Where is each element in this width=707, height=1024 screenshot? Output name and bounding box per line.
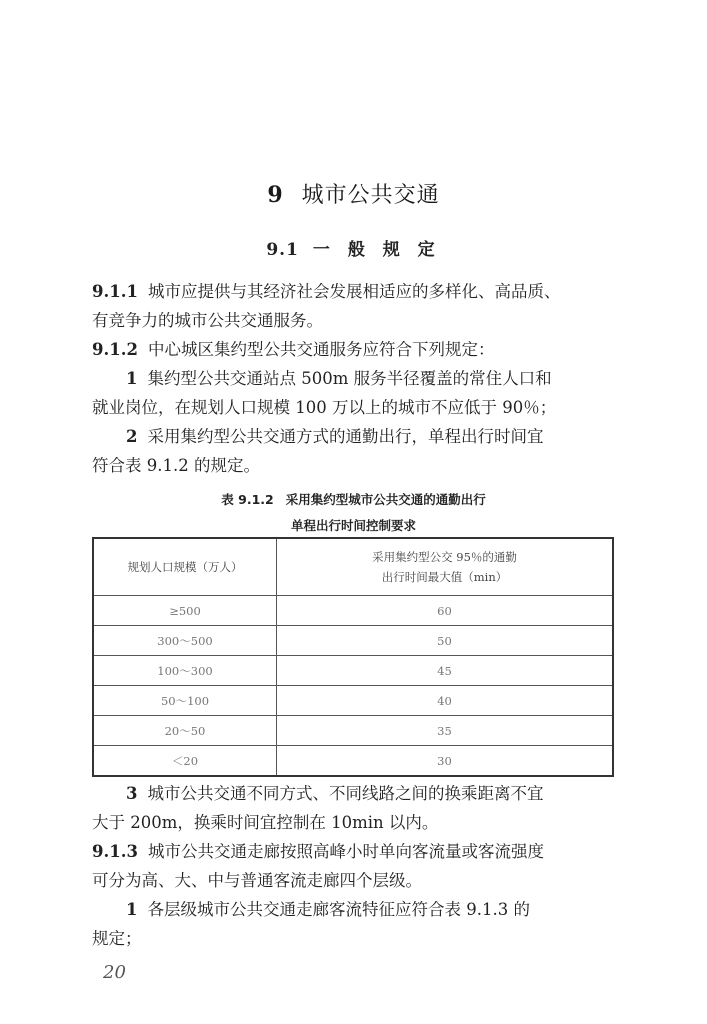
chapter-title xyxy=(0,178,707,209)
clause-912-item3-line2: 大于 200m，换乘时间宜控制在 10min 以内。 xyxy=(92,813,439,832)
table-row xyxy=(93,656,613,686)
commute-time-table xyxy=(92,537,614,777)
clause-912-item2-line1: 2 采用集约型公共交通方式的通勤出行，单程出行时间宜 xyxy=(126,427,544,446)
cell-population-size: ＜20 xyxy=(93,746,277,777)
table-number: 表 9.1.2 xyxy=(221,492,274,507)
table-row xyxy=(93,686,613,716)
body-text-upper xyxy=(92,277,614,480)
clause-913-line1: 9.1.3 城市公共交通走廊按照高峰小时单向客流量或客流强度 xyxy=(92,842,544,861)
clause-912: 9.1.2 中心城区集约型公共交通服务应符合下列规定： xyxy=(92,340,495,359)
cell-max-time: 60 xyxy=(277,596,614,626)
item-number: 1 xyxy=(126,900,138,919)
cell-population-size: 100～300 xyxy=(93,656,277,686)
header-max-commute-time: 采用集约型公交 95％的通勤 出行时间最大值（min） xyxy=(277,538,614,596)
body-text-lower xyxy=(92,779,614,953)
table-header-row xyxy=(93,538,613,596)
cell-population-size: 50～100 xyxy=(93,686,277,716)
page-number: 20 xyxy=(103,962,126,983)
section-number: 9.1 xyxy=(266,240,299,260)
clause-913-item1-line2: 规定； xyxy=(92,929,142,948)
header-population-size: 规划人口规模（万人） xyxy=(93,538,277,596)
table-caption-line2: 单程出行时间控制要求 xyxy=(290,518,416,533)
item-number: 2 xyxy=(126,427,138,446)
clause-number: 9.1.2 xyxy=(92,340,138,359)
table-row xyxy=(93,626,613,656)
chapter-number: 9 xyxy=(267,182,284,208)
clause-number: 9.1.1 xyxy=(92,282,138,301)
clause-number: 9.1.3 xyxy=(92,842,138,861)
table-row xyxy=(93,746,613,777)
item-number: 1 xyxy=(126,369,138,388)
cell-population-size: 20～50 xyxy=(93,716,277,746)
clause-913-item1-line1: 1 各层级城市公共交通走廊客流特征应符合表 9.1.3 的 xyxy=(126,900,530,919)
table-caption xyxy=(0,487,707,539)
item-number: 3 xyxy=(126,784,138,803)
cell-max-time: 40 xyxy=(277,686,614,716)
section-title xyxy=(0,235,707,260)
clause-912-item1-line1: 1 集约型公共交通站点 500m 服务半径覆盖的常住人口和 xyxy=(126,369,552,388)
clause-912-item3-line1: 3 城市公共交通不同方式、不同线路之间的换乘距离不宜 xyxy=(126,784,544,803)
cell-max-time: 30 xyxy=(277,746,614,777)
section-title-text: 一 般 规 定 xyxy=(312,240,441,260)
clause-912-item1-line2: 就业岗位，在规划人口规模 100 万以上的城市不应低于 90％； xyxy=(92,398,557,417)
cell-max-time: 35 xyxy=(277,716,614,746)
cell-max-time: 45 xyxy=(277,656,614,686)
clause-911-line2: 有竞争力的城市公共交通服务。 xyxy=(92,311,323,330)
cell-population-size: ≥500 xyxy=(93,596,277,626)
cell-population-size: 300～500 xyxy=(93,626,277,656)
clause-912-item2-line2: 符合表 9.1.2 的规定。 xyxy=(92,456,260,475)
clause-913-line2: 可分为高、大、中与普通客流走廊四个层级。 xyxy=(92,871,422,890)
clause-911-line1: 9.1.1 城市应提供与其经济社会发展相适应的多样化、高品质、 xyxy=(92,282,561,301)
cell-max-time: 50 xyxy=(277,626,614,656)
table-row xyxy=(93,716,613,746)
table-caption-line1: 表 9.1.2 采用集约型城市公共交通的通勤出行 xyxy=(221,492,486,507)
table-row xyxy=(93,596,613,626)
chapter-title-text: 城市公共交通 xyxy=(301,183,440,208)
